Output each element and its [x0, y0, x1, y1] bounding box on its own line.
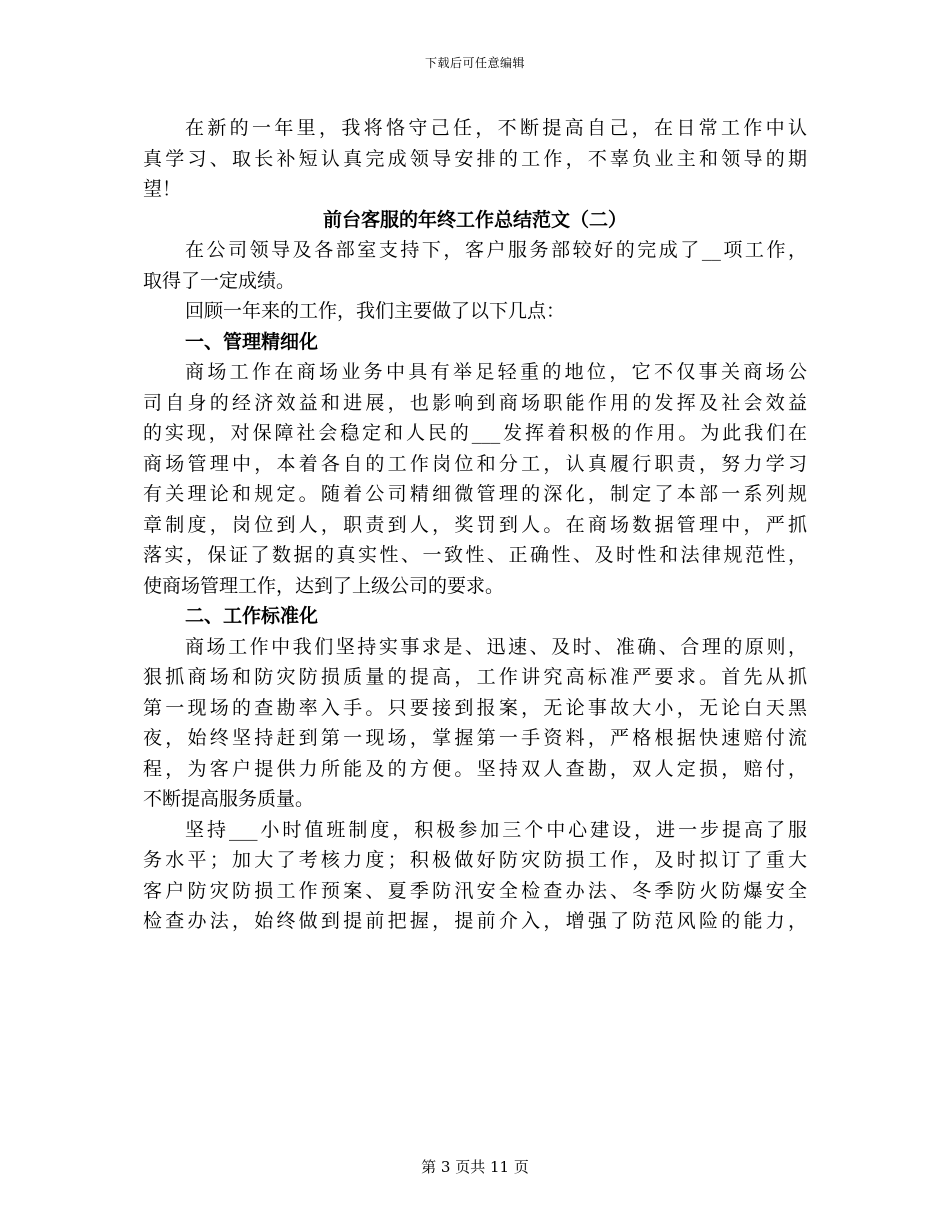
text-line: 使商场管理工作，达到了上级公司的要求。 — [143, 574, 505, 597]
text-line: 夜，始终坚持赶到第一现场，掌握第一手资料，严格根据快速赔付流 — [143, 727, 807, 749]
text-line: 章制度，岗位到人，职责到人，奖罚到人。在商场数据管理中，严抓 — [143, 513, 807, 536]
section-heading: 一、管理精细化 — [185, 330, 319, 353]
page-footer: 第 3 页共 11 页 — [421, 1158, 529, 1176]
text-line: 取得了一定成绩。 — [143, 269, 296, 292]
section-heading: 二、工作标准化 — [185, 605, 319, 627]
text-line: 商场工作中我们坚持实事求是、迅速、及时、准确、合理的原则， — [185, 635, 807, 658]
text-line: 回顾一年来的工作，我们主要做了以下几点： — [185, 300, 566, 322]
text-line: 商场管理中，本着各自的工作岗位和分工，认真履行职责，努力学习 — [143, 452, 807, 475]
page-header: 下载后可任意编辑 — [424, 56, 525, 70]
text-line: 狠抓商场和防灾防损质量的提高，工作讲究高标准严要求。首先从抓 — [143, 666, 807, 688]
text-line: 的实现，对保障社会稳定和人民的___发挥着积极的作用。为此我们在 — [143, 422, 807, 444]
text-line: 第一现场的查勘率入手。只要接到报案，无论事故大小，无论白天黑 — [143, 696, 807, 719]
text-line: 有关理论和规定。随着公司精细微管理的深化，制定了本部一系列规 — [143, 483, 807, 505]
text-line: 检查办法，始终做到提前把握，提前介入，增强了防范风险的能力， — [143, 910, 807, 932]
text-line: 真学习、取长补短认真完成领导安排的工作，不辜负业主和领导的期 — [143, 147, 807, 170]
text-line: 在新的一年里，我将恪守己任，不断提高自己，在日常工作中认 — [185, 117, 807, 139]
text-line: 程，为客户提供力所能及的方便。坚持双人查勘，双人定损，赔付， — [143, 757, 807, 780]
text-line: 坚持___小时值班制度，积极参加三个中心建设，进一步提高了服 — [185, 818, 807, 841]
document-body — [143, 113, 807, 937]
text-line: 不断提高服务质量。 — [143, 788, 315, 810]
text-line: 商场工作在商场业务中具有举足轻重的地位，它不仅事关商场公 — [185, 361, 807, 383]
text-line: 司自身的经济效益和进展，也影响到商场职能作用的发挥及社会效益 — [143, 391, 807, 414]
text-line: 落实，保证了数据的真实性、一致性、正确性、及时性和法律规范性， — [143, 544, 807, 566]
section-title: 前台客服的年终工作总结范文（二） — [322, 208, 627, 231]
text-line: 务水平；加大了考核力度；积极做好防灾防损工作，及时拟订了重大 — [143, 849, 807, 871]
text-line: 望！ — [143, 178, 182, 200]
text-line: 在公司领导及各部室支持下，客户服务部较好的完成了__项工作， — [185, 239, 807, 261]
text-line: 客户防灾防损工作预案、夏季防汛安全检查办法、冬季防火防爆安全 — [143, 879, 807, 902]
